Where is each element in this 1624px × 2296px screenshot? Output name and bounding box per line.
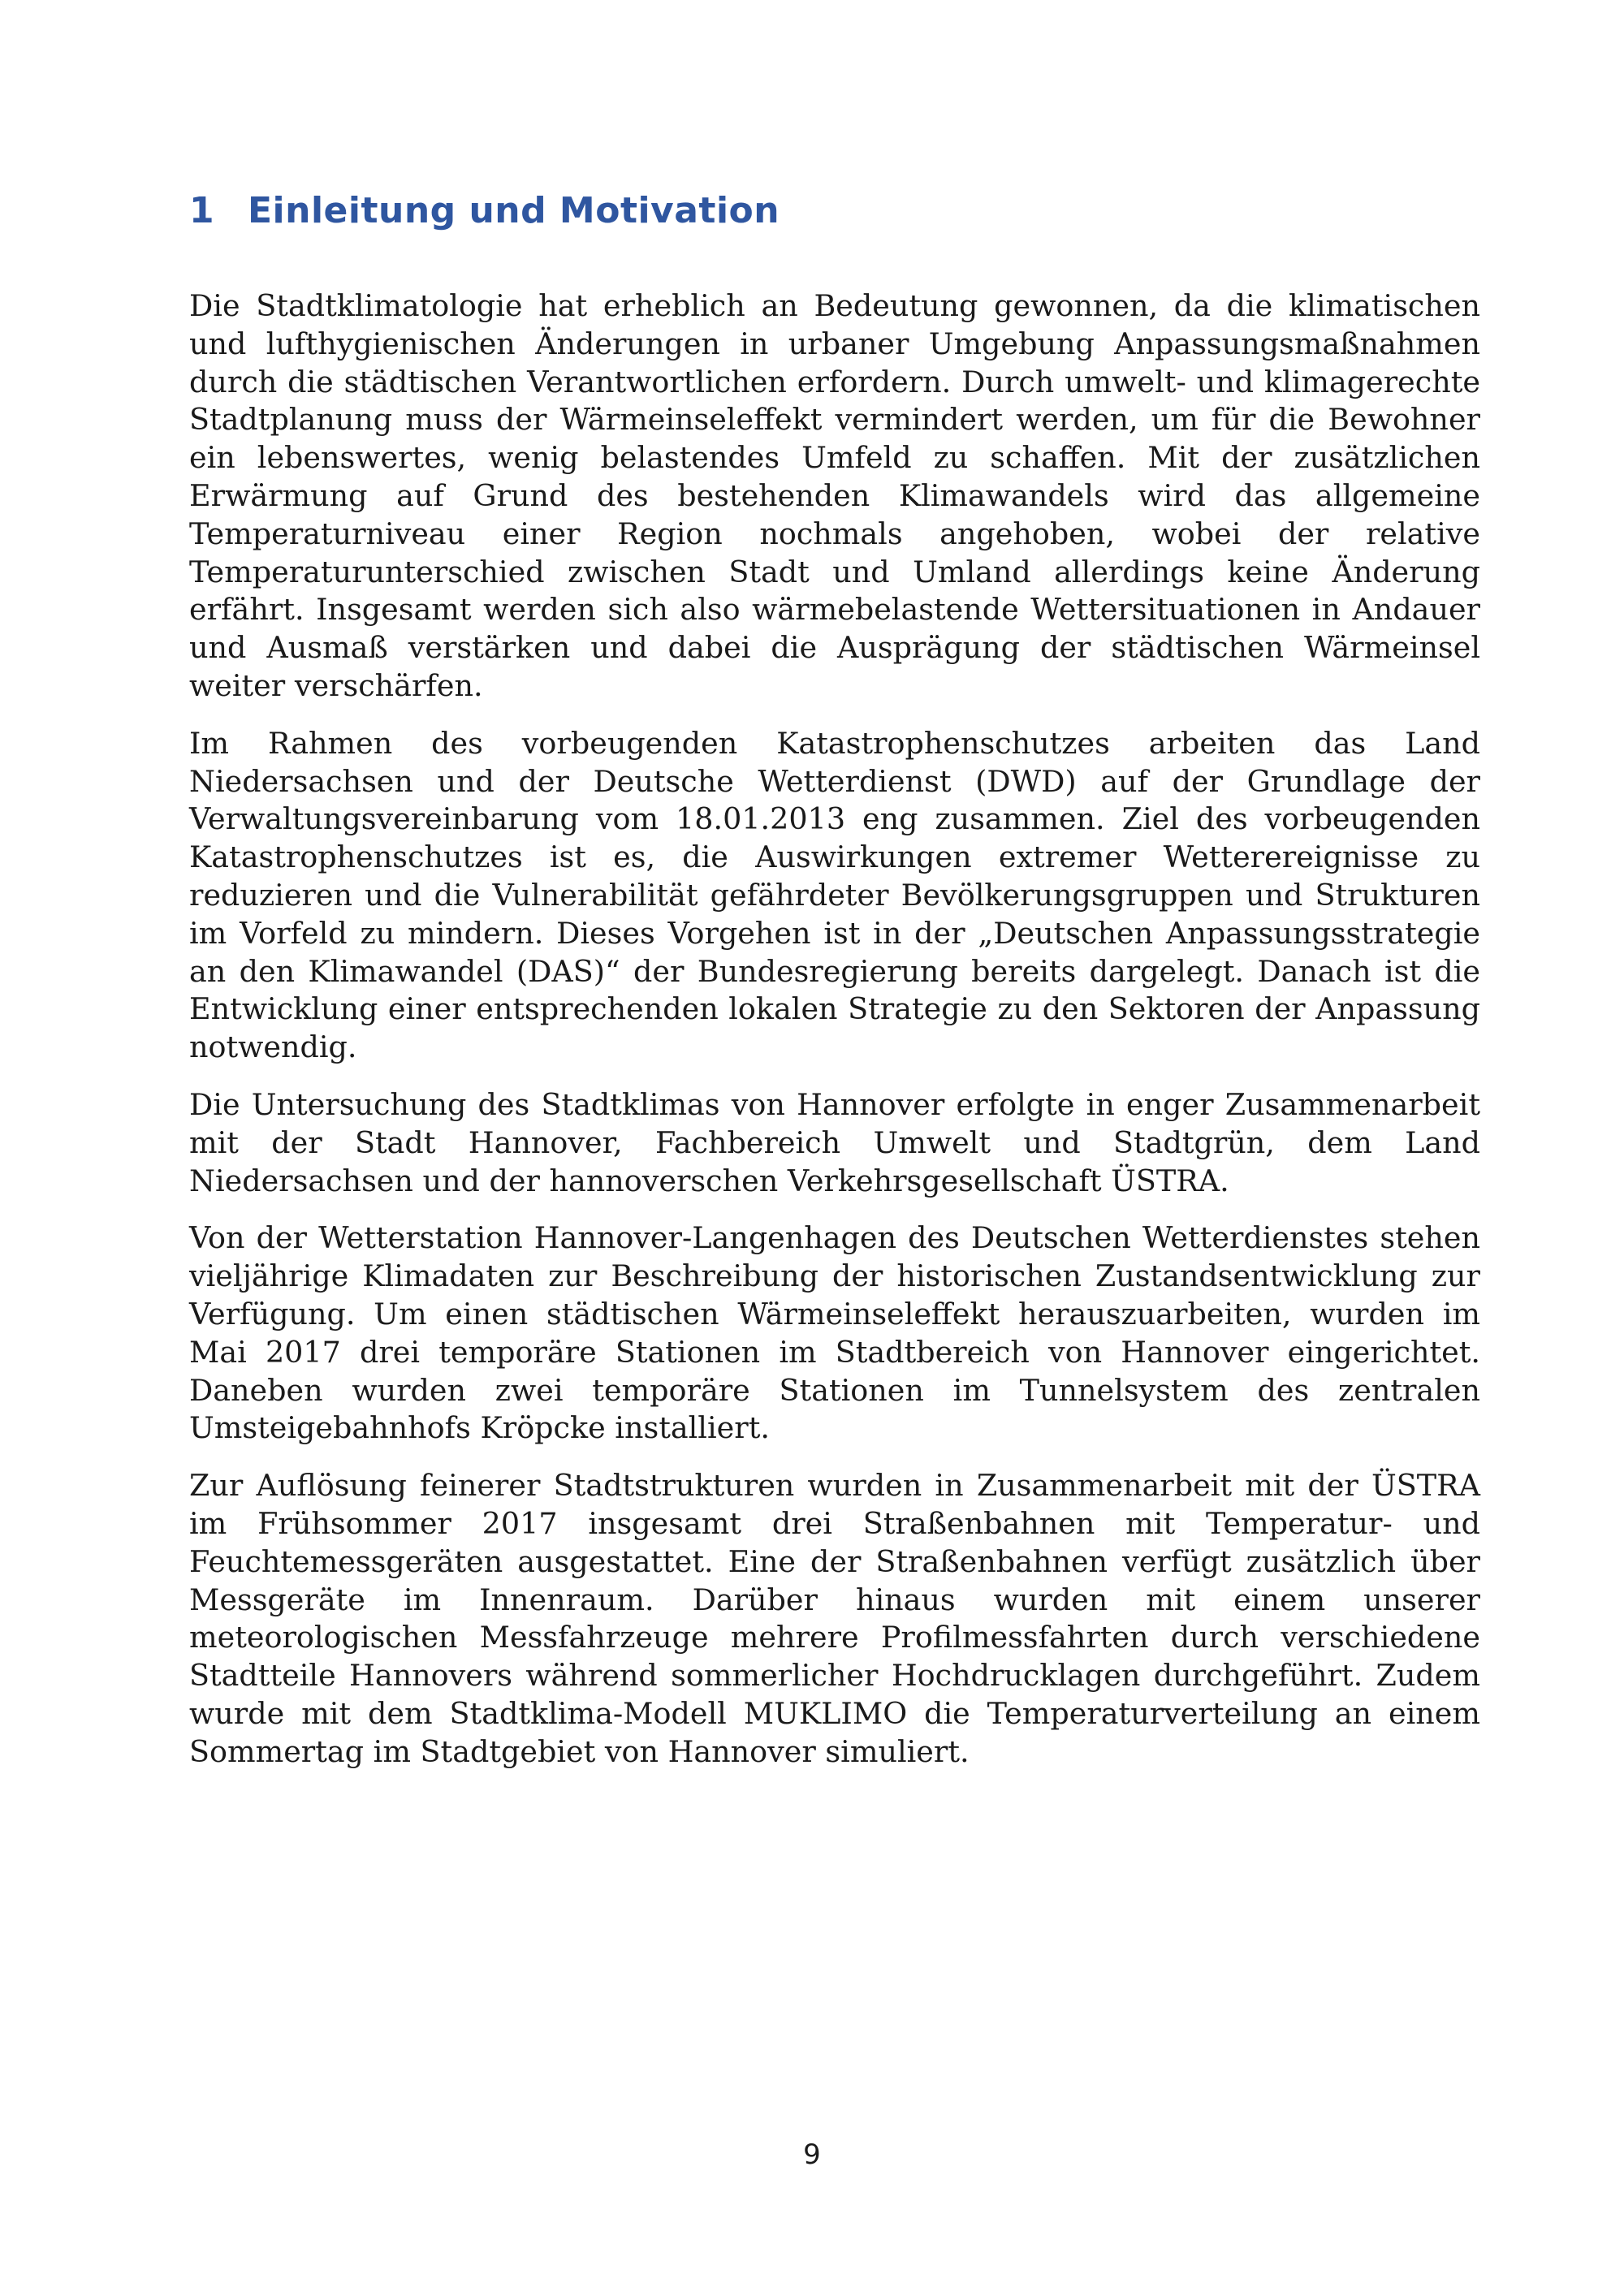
section-number: 1 (189, 190, 215, 231)
section-title: Einleitung und Motivation (248, 190, 780, 231)
paragraph-stadtstrukturen: Zur Auflösung feinerer Stadtstrukturen wurden in Zusammenarbeit mit der ÜSTRA im Frühsommer 2017 insgesamt drei Straßenbahnen mit Temperatur- und Feuchtemessgeräten ausgestattet. Eine der Straßenbahnen verfügt zusätzlich über Messgeräte im Innenraum. Darüber hinaus wurden mit einem unserer meteorologischen Messfahrzeuge mehrere Profilmessfahrten durch verschiedene Stadtteile Hannovers während sommerlicher Hochdrucklagen durchgeführt. Zudem wurde mit dem Stadtklima-Modell MUKLIMO die Temperaturverteilung an einem Sommertag im Stadtgebiet von Hannover simuliert. (189, 1468, 1480, 1769)
paragraph-katastrophenschutz: Im Rahmen des vorbeugenden Katastrophenschutzes arbeiten das Land Niedersachsen und der Deutsche Wetterdienst (DWD) auf der Grundlage der Verwaltungsvereinbarung vom 18.01.2013 eng zusammen. Ziel des vorbeugenden Katastrophenschutzes ist es, die Auswirkungen extremer Wetterereignisse zu reduzieren und die Vulnerabilität gefährdeter Bevölkerungsgruppen und Strukturen im Vorfeld zu mindern. Dieses Vorgehen ist in der „Deutschen Anpassungsstrategie an den Klimawandel (DAS)“ der Bundesregierung bereits dargelegt. Danach ist die Entwicklung einer entsprechenden lokalen Strategie zu den Sektoren der Anpassung notwendig. (189, 725, 1480, 1065)
body-text (189, 287, 1480, 1790)
paragraph-stadtklimatologie: Die Stadtklimatologie hat erheblich an Bedeutung gewonnen, da die klimatischen und lufthygienischen Änderungen in urbaner Umgebung Anpassungsmaßnahmen durch die städtischen Verantwortlichen erfordern. Durch umwelt- und klimagerechte Stadtplanung muss der Wärmeinseleffekt vermindert werden, um für die Bewohner ein lebenswertes, wenig belastendes Umfeld zu schaffen. Mit der zusätzlichen Erwärmung auf Grund des bestehenden Klimawandels wird das allgemeine Temperaturniveau einer Region nochmals angehoben, wobei der relative Temperaturunterschied zwischen Stadt und Umland allerdings keine Änderung erfährt. Insgesamt werden sich also wärmebelastende Wettersituationen in Andauer und Ausmaß verstärken und dabei die Ausprägung der städtischen Wärmeinsel weiter verschärfen. (189, 288, 1480, 703)
page-number: 9 (803, 2138, 821, 2171)
paragraph-zusammenarbeit: Die Untersuchung des Stadtklimas von Hannover erfolgte in enger Zusammenarbeit mit der Stadt Hannover, Fachbereich Umwelt und Stadtgrün, dem Land Niedersachsen und der hannoverschen Verkehrsgesellschaft ÜSTRA. (189, 1086, 1480, 1198)
section-heading (189, 187, 780, 235)
paragraph-wetterstation: Von der Wetterstation Hannover-Langenhagen des Deutschen Wetterdienstes stehen vieljährige Klimadaten zur Beschreibung der historischen Zustandsentwicklung zur Verfügung. Um einen städtischen Wärmeinseleffekt herauszuarbeiten, wurden im Mai 2017 drei temporäre Stationen im Stadtbereich von Hannover eingerichtet. Daneben wurden zwei temporäre Stationen im Tunnelsystem des zentralen Umsteigebahnhofs Kröpcke installiert. (189, 1220, 1480, 1446)
